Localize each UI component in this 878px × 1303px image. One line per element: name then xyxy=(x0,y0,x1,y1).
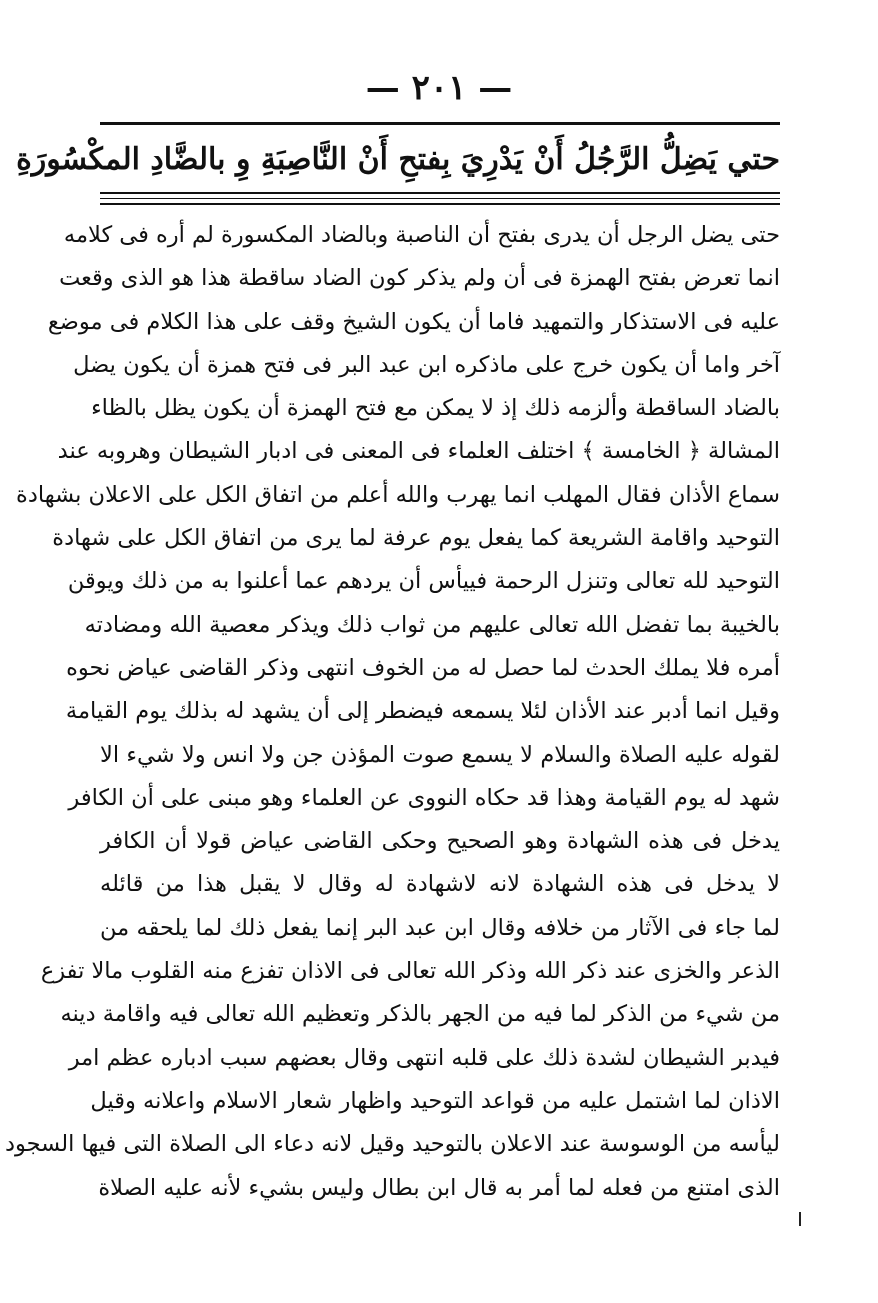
text-line: الذعر والخزى عند ذكر الله وذكر الله تعالى فى الاذان تفزع منه القلوب مالا تفزع xyxy=(40,958,780,985)
text-line: لقوله عليه الصلاة والسلام لا يسمع صوت المؤذن جن ولا انس ولا شيء الا xyxy=(100,741,780,768)
text-line: بالضاد الساقطة وألزمه ذلك إذ لا يمكن مع فتح الهمزة أن يكون يظل بالظاء xyxy=(91,395,780,422)
text-line: لا يدخل فى هذه الشهادة لانه لاشهادة له وقال لا يقبل هذا من قائله xyxy=(100,871,780,898)
text-line: فيدبر الشيطان لشدة ذلك على قلبه انتهى وقال بعضهم سبب ادباره عظم امر xyxy=(68,1044,780,1071)
heading-divider-line-3 xyxy=(100,203,780,205)
text-line: المشالة ﴿ الخامسة ﴾ اختلف العلماء فى المعنى فى ادبار الشيطان وهروبه عند xyxy=(57,438,780,465)
text-line: أمره فلا يملك الحدث لما حصل له من الخوف انتهى وذكر القاضى عياض نحوه xyxy=(66,654,780,681)
page-number: — ٢٠١ — xyxy=(365,68,513,108)
text-line: الاذان لما اشتمل عليه من قواعد التوحيد واظهار شعار الاسلام واعلانه وقيل xyxy=(90,1087,780,1114)
margin-mark xyxy=(799,1212,801,1226)
text-line: عليه فى الاستذكار والتمهيد فاما أن يكون الشيخ وقف على هذا الكلام فى موضع xyxy=(47,308,780,335)
text-line: سماع الأذان فقال المهلب انما يهرب والله أعلم من اتفاق الكل على الاعلان بشهادة xyxy=(16,481,780,508)
text-line: آخر واما أن يكون خرج على ماذكره ابن عبد البر فى فتح همزة أن يكون يضل xyxy=(73,351,780,378)
text-line: الذى امتنع من فعله لما أمر به قال ابن بطال وليس بشيء لأنه عليه الصلاة xyxy=(98,1174,780,1201)
section-heading: حتي يَضِلُّ الرَّجُلُ أَنْ يَدْرِيَ بِفتحِ أَنْ النَّاصِبَةِ وِ بالضَّادِ المكْسُورَةِ xyxy=(16,142,780,177)
text-line: التوحيد لله تعالى وتنزل الرحمة فييأس أن يردهم عما أعلنوا به من ذلك ويوقن xyxy=(67,568,780,595)
text-line: وقيل انما أدبر عند الأذان لئلا يسمعه فيضطر إلى أن يشهد له بذلك يوم القيامة xyxy=(65,698,780,725)
text-line: لما جاء فى الآثار من خلافه وقال ابن عبد البر إنما يفعل ذلك لما يلحقه من xyxy=(100,914,780,941)
text-line: انما تعرض بفتح الهمزة فى أن ولم يذكر كون الضاد ساقطة هذا هو الذى وقعت xyxy=(59,265,780,292)
text-line: حتى يضل الرجل أن يدرى بفتح أن الناصبة وبالضاد المكسورة لم أره فى كلامه xyxy=(63,222,780,248)
heading-divider-line-2 xyxy=(100,198,780,199)
heading-divider-line-1 xyxy=(100,192,780,194)
commentary-body xyxy=(4,214,780,1210)
text-line: ليأسه من الوسوسة عند الاعلان بالتوحيد وقيل لانه دعاء الى الصلاة التى فيها السجود xyxy=(4,1131,780,1158)
header-rule xyxy=(100,122,780,125)
text-line: من شيء من الذكر لما فيه من الجهر بالذكر وتعظيم الله تعالى فيه واقامة دينه xyxy=(60,1001,780,1028)
text-line: شهد له يوم القيامة وهذا قد حكاه النووى عن العلماء وهو مبنى على أن الكافر xyxy=(68,784,780,811)
text-line: يدخل فى هذه الشهادة وهو الصحيح وحكى القاضى عياض قولا أن الكافر xyxy=(100,828,780,855)
text-line: بالخيبة بما تفضل الله تعالى عليهم من ثواب ذلك ويذكر معصية الله ومضادته xyxy=(84,611,780,638)
text-line: التوحيد واقامة الشريعة كما يفعل يوم عرفة لما يرى من اتفاق الكل على شهادة xyxy=(52,525,780,552)
